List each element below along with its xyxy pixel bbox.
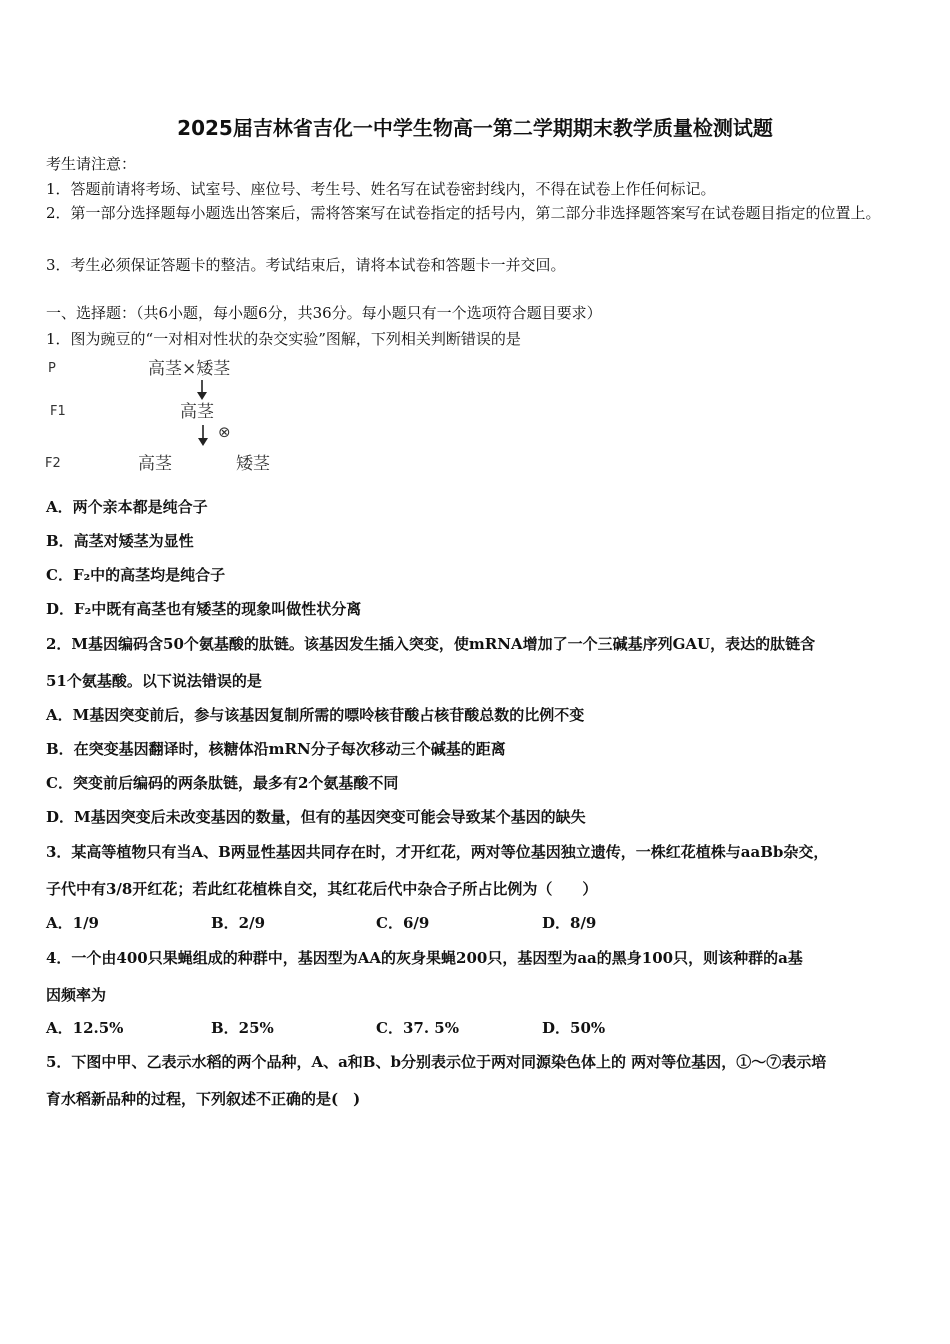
option: A．12.5% — [46, 1019, 124, 1037]
option: B．高茎对矮茎为显性 — [46, 532, 194, 550]
option: D．M基因突变后未改变基因的数量，但有的基因突变可能会导致某个基因的缺失 — [46, 808, 586, 826]
question-3-stem-line-2: 子代中有3/8开红花；若此红花植株自交，其红花后代中杂合子所占比例为（ ） — [46, 880, 598, 898]
selfing-symbol: ⊗ — [218, 423, 231, 441]
question-4-stem-line-2: 因频率为 — [46, 986, 107, 1004]
option: A．1/9 — [46, 914, 99, 932]
diagram-f2-left: 高茎 — [138, 454, 172, 474]
option: B．在突变基因翻译时，核糖体沿mRN分子每次移动三个碱基的距离 — [46, 740, 506, 758]
option: A．两个亲本都是纯合子 — [46, 498, 208, 516]
section-heading: 一、选择题：（共6小题，每小题6分，共36分。每小题只有一个选项符合题目要求） — [46, 304, 602, 322]
option: D．F₂中既有高茎也有矮茎的现象叫做性状分离 — [46, 600, 362, 618]
diagram-p-label: P — [48, 361, 56, 376]
diagram-f1: 高茎 — [180, 402, 214, 422]
option: C．37. 5% — [376, 1019, 459, 1037]
arrow-head-icon — [197, 392, 207, 400]
option: C．突变前后编码的两条肽链，最多有2个氨基酸不同 — [46, 774, 399, 792]
option: A．M基因突变前后，参与该基因复制所需的嘌呤核苷酸占核苷酸总数的比例不变 — [46, 706, 585, 724]
notice-item: 2．第一部分选择题每小题选出答案后，需将答案写在试卷指定的括号内，第二部分非选择题答案写在试卷题目指定的位置上。 — [46, 204, 881, 222]
option: C．6/9 — [376, 914, 430, 932]
page-title: 2025届吉林省吉化一中学生物高一第二学期期末教学质量检测试题 — [177, 116, 773, 140]
question-2-stem-line-1: 2．M基因编码含50个氨基酸的肽链。该基因发生插入突变，使mRNA增加了一个三碱基序列GAU，表达的肽链含 — [46, 635, 816, 653]
diagram-p-cross: 高茎×矮茎 — [148, 359, 231, 379]
question-2-stem-line-2: 51个氨基酸。以下说法错误的是 — [46, 672, 262, 690]
option: D．50% — [542, 1019, 606, 1037]
option: B．25% — [211, 1019, 274, 1037]
question-5-stem-line-1: 5．下图中甲、乙表示水稻的两个品种，A、a和B、b分别表示位于两对同源染色体上的 两对等位基因，①～⑦表示培 — [46, 1053, 827, 1071]
question-4-stem-line-1: 4．一个由400只果蝇组成的种群中，基因型为AA的灰身果蝇200只，基因型为aa的黑身100只，则该种群的a基 — [46, 949, 803, 967]
diagram-f2-label: F2 — [45, 456, 61, 471]
notice-item: 3．考生必须保证答题卡的整洁。考试结束后，请将本试卷和答题卡一并交回。 — [46, 256, 566, 274]
question-1-stem: 1．图为豌豆的“一对相对性状的杂交实验”图解，下列相关判断错误的是 — [46, 330, 521, 348]
cross-diagram — [40, 352, 300, 477]
diagram-f2-right: 矮茎 — [236, 454, 270, 474]
question-5-stem-line-2: 育水稻新品种的过程，下列叙述不正确的是( ) — [46, 1090, 361, 1108]
question-3-stem-line-1: 3．某高等植物只有当A、B两显性基因共同存在时，才开红花，两对等位基因独立遗传，一株红花植株与aaBb杂交， — [46, 843, 829, 861]
arrow-head-icon — [198, 438, 208, 446]
option: C．F₂中的高茎均是纯合子 — [46, 566, 226, 584]
diagram-f1-label: F1 — [50, 404, 66, 419]
option: D．8/9 — [542, 914, 597, 932]
notice-heading: 考生请注意： — [46, 155, 137, 173]
notice-item: 1．答题前请将考场、试室号、座位号、考生号、姓名写在试卷密封线内，不得在试卷上作任何标记。 — [46, 180, 716, 198]
option: B．2/9 — [211, 914, 266, 932]
